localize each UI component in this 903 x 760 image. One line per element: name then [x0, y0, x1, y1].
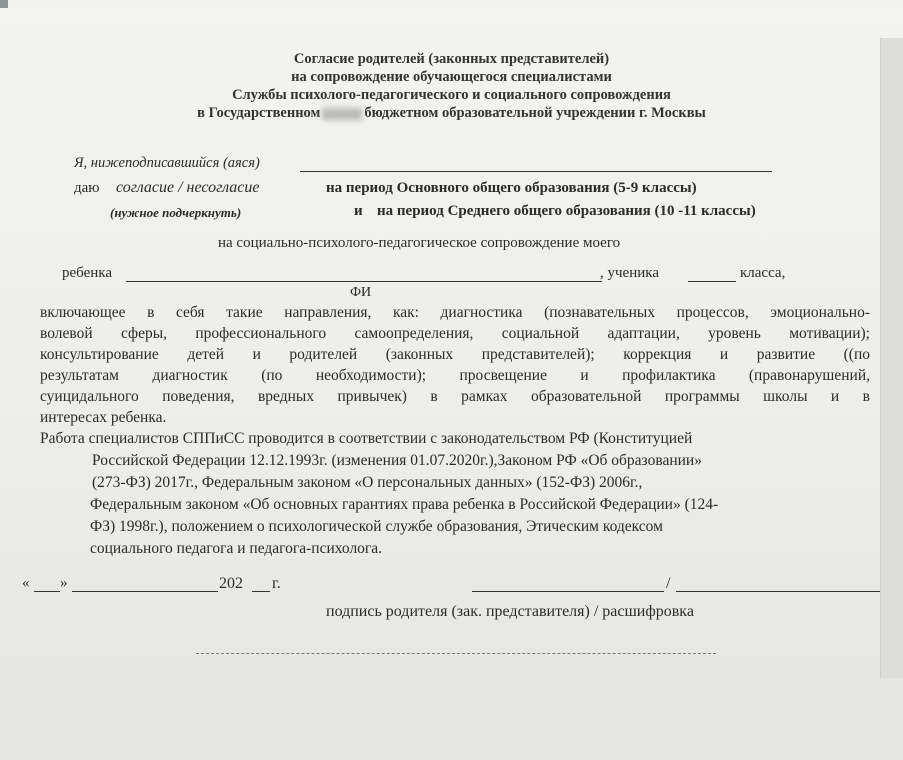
undersigned-label: Я, нижеподписавшийся (аяся) [74, 155, 260, 171]
underlying-page-edge [880, 38, 903, 678]
legal-line-5: ФЗ) 1998г.), положением о психологической службе образования, Этическим кодексом [90, 518, 663, 535]
date-open-quote: « [22, 575, 30, 591]
title-line-3: Службы психолого-педагогического и социального сопровождения [232, 87, 671, 103]
period-secondary-education: на период Среднего общего образования (10 -11 классы) [377, 203, 756, 219]
date-year-suffix: г. [272, 575, 281, 592]
signature-slash: / [666, 575, 671, 592]
directions-line-1: включающее в себя такие направления, как: диагностика (познавательных процессов, эмоционально- [40, 304, 870, 321]
legal-line-2: Российской Федерации 12.12.1993г. (изменения 01.07.2020г.),Законом РФ «Об образовании» [92, 452, 702, 469]
legal-line-4: Федеральным законом «Об основных гарантиях права ребенка в Российской Федерации» (124- [90, 496, 719, 513]
signature-field[interactable] [472, 591, 664, 592]
class-number-field[interactable] [688, 281, 736, 282]
date-day-field[interactable] [34, 591, 60, 592]
date-year-field[interactable] [252, 591, 270, 592]
parent-name-field[interactable] [300, 171, 772, 172]
title-line-1: Согласие родителей (законных представителей) [293, 51, 610, 67]
period-basic-education: на период Основного общего образования (5-9 классы) [326, 180, 697, 196]
date-year-prefix: 202 [219, 575, 243, 592]
child-name-field[interactable] [126, 281, 602, 282]
title-line-4 [0, 104, 903, 122]
child-label: ребенка [62, 265, 112, 281]
purpose-line: на социально-психолого-педагогическое сопровождение моего [218, 235, 621, 251]
give-word: даю [74, 180, 100, 196]
date-close-quote: » [60, 575, 68, 591]
fi-caption: ФИ [350, 285, 372, 300]
title-line-4-start: в Государственном [197, 105, 321, 121]
consent-form-sheet [0, 8, 903, 760]
legal-line-1: Работа специалистов СППиСС проводится в соответствии с законодательством РФ (Конституцией [40, 430, 693, 447]
title-line-2: на сопровождение обучающегося специалистами [291, 69, 612, 85]
cut-line [196, 653, 716, 654]
directions-line-3: консультирование детей и родителей (законных представителей); коррекция и развитие ((по [40, 346, 870, 363]
pupil-label: , ученика [600, 265, 659, 281]
directions-line-6: интересах ребенка. [40, 409, 167, 426]
choose-hint: (нужное подчеркнуть) [110, 205, 242, 220]
directions-line-5: суицидального поведения, вредных привычек) в рамках образовательной программы школы и в [40, 388, 870, 405]
directions-line-2: волевой сферы, профессионального самоопределения, социальной адаптации, уровень мотивации); [40, 325, 870, 342]
and-word: и [354, 203, 363, 219]
class-label: класса, [740, 265, 786, 281]
title-line-4-end: бюджетном образовательной учреждении г. Москвы [364, 105, 706, 121]
directions-line-4: результатам диагностик (по необходимости); просвещение и профилактика (правонарушений, [40, 367, 870, 384]
signature-name-field[interactable] [676, 591, 880, 592]
legal-line-3: (273-ФЗ) 2017г., Федеральным законом «О персональных данных» (152-ФЗ) 2006г., [92, 474, 643, 491]
legal-line-6: социального педагога и педагога-психолога. [90, 540, 383, 557]
redacted-school-number [322, 108, 362, 120]
signature-caption: подпись родителя (зак. представителя) / расшифровка [326, 603, 694, 620]
consent-options[interactable]: согласие / несогласие [116, 179, 260, 196]
date-month-field[interactable] [72, 591, 218, 592]
